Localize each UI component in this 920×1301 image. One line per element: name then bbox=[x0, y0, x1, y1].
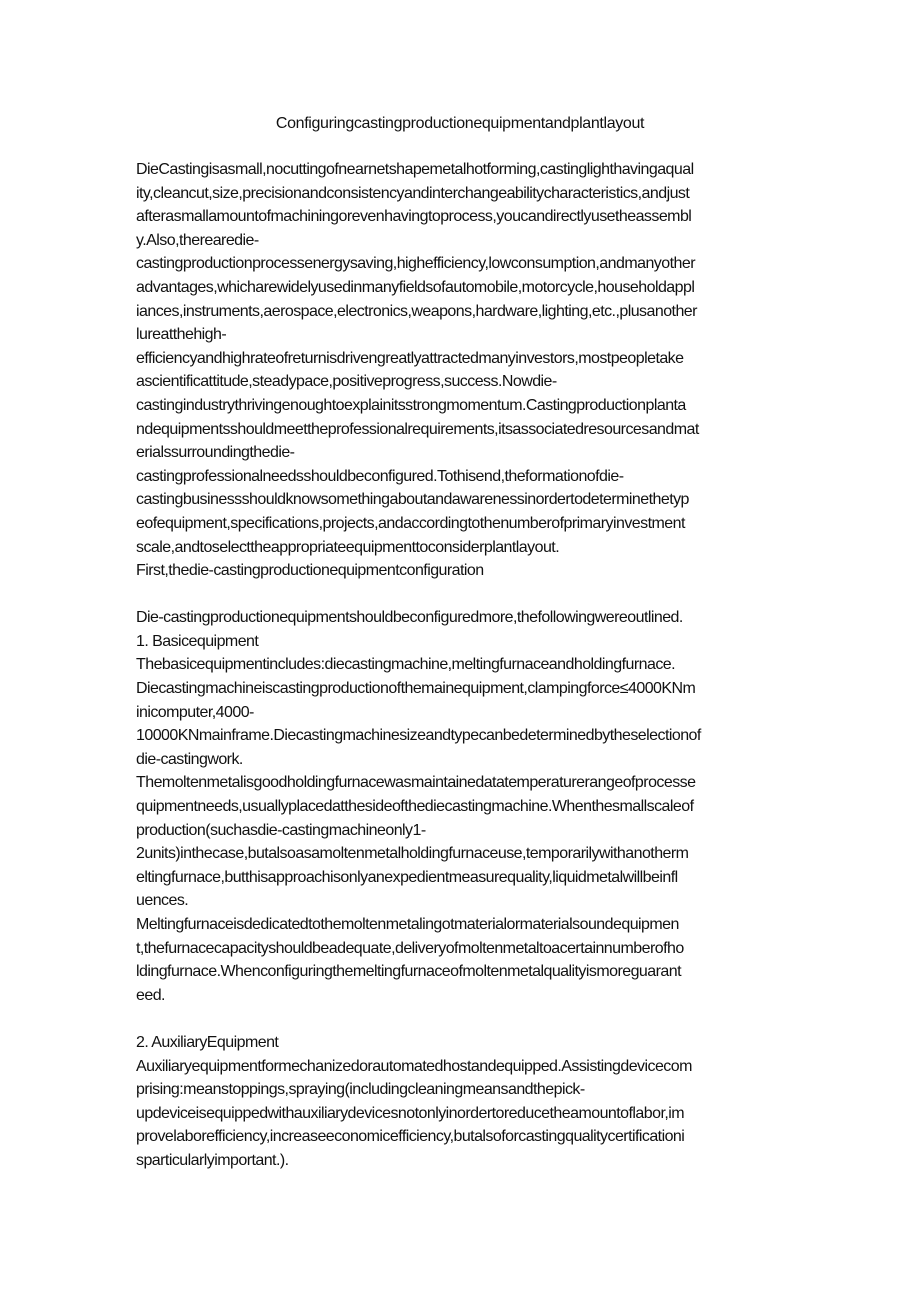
body-line: prising:meanstoppings,spraying(includingcleaningmeansandthepick- bbox=[136, 1081, 585, 1099]
body-line: eltingfurnace,butthisapproachisonlyanexpedientmeasurequality,liquidmetalwillbeinfl bbox=[136, 868, 678, 886]
body-line: provelaborefficiency,increaseeconomicefficiency,butalsoforcastingqualitycertificationi bbox=[136, 1128, 685, 1146]
body-line: Auxiliaryequipmentformechanizedorautomatedhostandequipped.Assistingdevicecom bbox=[136, 1057, 692, 1075]
body-line: y.Also,therearedie- bbox=[136, 231, 259, 249]
body-line: production(suchasdie-castingmachineonly1- bbox=[136, 821, 426, 839]
body-line: eofequipment,specifications,projects,andaccordingtothenumberofprimaryinvestment bbox=[136, 514, 685, 532]
body-line: DieCastingisasmall,nocuttingofnearnetshapemetalhotforming,castinglighthavingaqual bbox=[136, 161, 694, 178]
body-line: lureatthehigh- bbox=[136, 326, 227, 344]
blank-line bbox=[136, 1007, 786, 1031]
body-line: afterasmallamountofmachiningorevenhavingtoprocess,youcandirectlyusetheassembl bbox=[136, 208, 692, 226]
body-line: quipmentneeds,usuallyplacedatthesideofthediecastingmachine.Whenthesmallscaleof bbox=[136, 798, 694, 816]
body-line: scale,andtoselecttheappropriateequipmenttoconsiderplantlayout. bbox=[136, 538, 560, 556]
body-line: ity,cleancut,size,precisionandconsistencyandinterchangeabilitycharacteristics,andjust bbox=[136, 184, 690, 202]
body-line: Thebasicequipmentincludes:diecastingmachine,meltingfurnaceandholdingfurnace. bbox=[136, 656, 676, 674]
body-line: die-castingwork. bbox=[136, 750, 243, 768]
body-line: t,thefurnacecapacityshouldbeadequate,deliveryofmoltenmetaltoacertainnumberofho bbox=[136, 939, 684, 957]
body-line: Die-castingproductionequipmentshouldbeconfiguredmore,thefollowingwereoutlined. bbox=[136, 609, 683, 627]
section-heading-auxiliary-equipment: 2. AuxiliaryEquipment bbox=[136, 1033, 279, 1051]
section-heading-first: First,thedie-castingproductionequipmentconfiguration bbox=[136, 562, 484, 580]
body-line: ndequipmentsshouldmeettheprofessionalrequirements,itsassociatedresourcesandmat bbox=[136, 420, 699, 438]
section-heading-basic-equipment: 1. Basicequipment bbox=[136, 632, 259, 650]
body-line: sparticularlyimportant.). bbox=[136, 1151, 289, 1169]
body-line: ascientificattitude,steadypace,positiveprogress,success.Nowdie- bbox=[136, 373, 557, 391]
body-line: advantages,whicharewidelyusedinmanyfieldsofautomobile,motorcycle,householdappl bbox=[136, 278, 695, 296]
body-line: efficiencyandhighrateofreturnisdrivengreatlyattractedmanyinvestors,mostpeopletake bbox=[136, 349, 684, 367]
body-line: ldingfurnace.Whenconfiguringthemeltingfurnaceofmoltenmetalqualityismoreguarant bbox=[136, 963, 681, 981]
body-line: iances,instruments,aerospace,electronics,weapons,hardware,lighting,etc.,plusanother bbox=[136, 302, 697, 320]
body-line: castingbusinessshouldknowsomethingaboutandawarenessinordertodeterminethetyp bbox=[136, 491, 689, 509]
body-line: updeviceisequippedwithauxiliarydevicesnotonlyinordertoreducetheamountoflabor,im bbox=[136, 1104, 685, 1122]
body-line: 10000KNmainframe.Diecastingmachinesizeandtypecanbedeterminedbytheselectionof bbox=[136, 727, 701, 745]
body-line: Themoltenmetalisgoodholdingfurnacewasmaintainedatatemperaturerangeofprocesse bbox=[136, 774, 696, 792]
document-title: Configuringcastingproductionequipmentandplantlayout bbox=[275, 115, 645, 132]
body-line: eed. bbox=[136, 986, 165, 1004]
body-line: inicomputer,4000- bbox=[136, 703, 254, 721]
body-line: erialssurroundingthedie- bbox=[136, 444, 295, 462]
body-line: castingindustrythrivingenoughtoexplainitsstrongmomentum.Castingproductionplanta bbox=[136, 396, 686, 414]
document-body bbox=[136, 158, 786, 1173]
body-line: uences. bbox=[136, 892, 189, 910]
body-line: Diecastingmachineiscastingproductionofthemainequipment,clampingforce≤4000KNm bbox=[136, 680, 696, 698]
blank-line bbox=[136, 583, 786, 607]
body-line: castingproductionprocessenergysaving,highefficiency,lowconsumption,andmanyother bbox=[136, 255, 695, 273]
body-line: castingprofessionalneedsshouldbeconfigured.Tothisend,theformationofdie- bbox=[136, 467, 624, 485]
body-line: 2units)inthecase,butalsoasamoltenmetalholdingfurnaceuse,temporarilywithanotherm bbox=[136, 845, 689, 863]
body-line: Meltingfurnaceisdedicatedtothemoltenmetalingotmaterialormaterialsoundequipmen bbox=[136, 916, 679, 933]
